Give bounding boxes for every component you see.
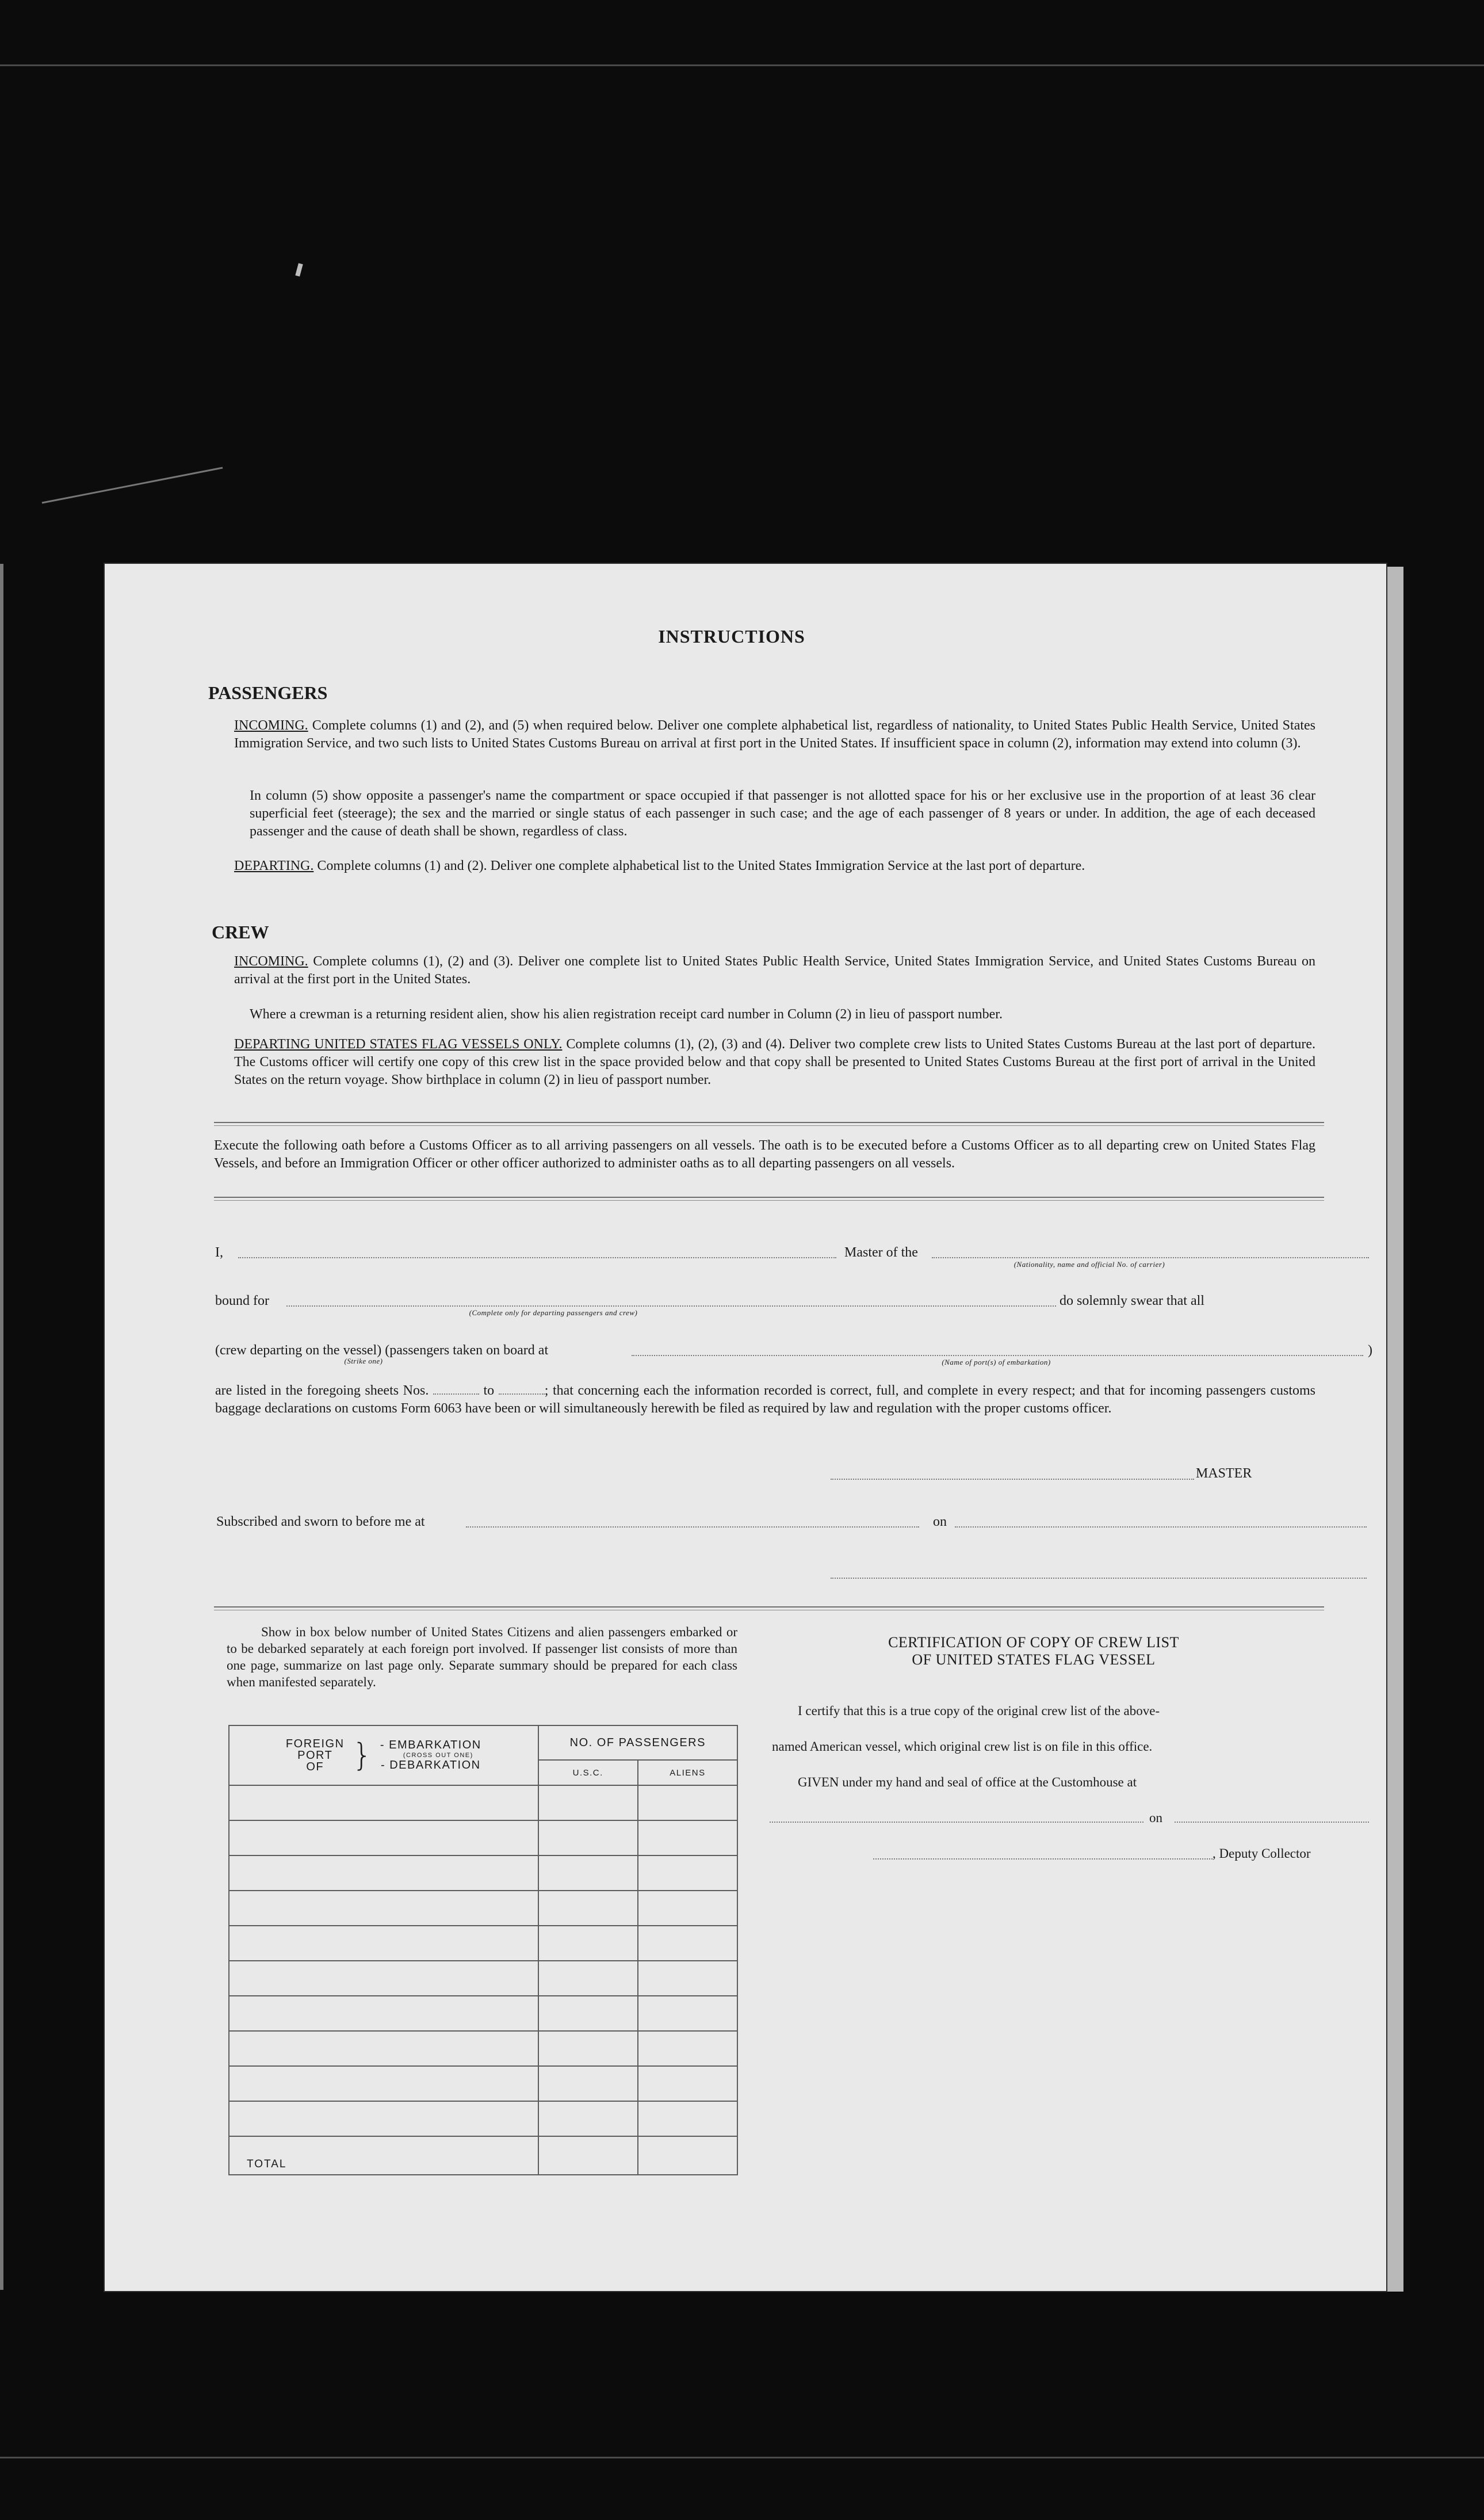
swear-label: do solemnly swear that all <box>1060 1293 1204 1308</box>
usc-cell[interactable] <box>538 1891 638 1926</box>
total-row <box>229 2136 737 2175</box>
section-divider <box>214 1122 1324 1123</box>
officer-signature-field[interactable] <box>831 1578 1367 1579</box>
port-cell[interactable] <box>229 1891 538 1926</box>
crew-departing-paragraph <box>234 1036 1315 1089</box>
port-cell[interactable] <box>229 1820 538 1855</box>
listed-to: to <box>483 1383 495 1398</box>
total-usc-cell[interactable] <box>538 2136 638 2175</box>
certification-title <box>766 1634 1301 1668</box>
cross-out-label: (CROSS OUT ONE) <box>403 1752 473 1759</box>
usc-cell[interactable] <box>538 1926 638 1961</box>
of-label: OF <box>306 1761 324 1773</box>
film-edge-line <box>0 2457 1484 2458</box>
master-of-label: Master of the <box>844 1245 918 1260</box>
table-row <box>229 1785 737 1820</box>
film-scratch <box>42 467 223 503</box>
listed-text-b: ; that concerning each the information recorded is correct, full, and complete in every respect; and that for incoming passengers customs baggage declarations on customs Form 6063 have been or will simultaneously herewith be filed as required by law and regulation with the proper customs officer. <box>215 1383 1316 1416</box>
usc-cell[interactable] <box>538 1820 638 1855</box>
crew-departing-lead: DEPARTING UNITED STATES FLAG VESSELS ONLY. <box>234 1037 563 1052</box>
sworn-date-field[interactable] <box>955 1526 1367 1528</box>
summary-intro: Show in box below number of United States Citizens and alien passengers embarked or to be debarked separately at each foreign port involved. If passenger list consists of more than one page, summarize on last page only. Separate summary should be prepared for each class when manifested separately. <box>227 1625 737 1689</box>
sworn-on-label: on <box>933 1514 947 1529</box>
master-signature-field[interactable] <box>831 1479 1194 1480</box>
port-cell[interactable] <box>229 1785 538 1820</box>
crew-departing-text: Complete columns (1), (2), (3) and (4). Deliver two complete crew lists to United States Customs Bureau at the last port of departure. The Customs officer will certify one copy of this crew list in the space provided below and that copy shall be presented to United States Customs Bureau at the first port of arrival in the United States on the return voyage. Show birthplace in column (2) in lieu of passport number. <box>234 1037 1315 1087</box>
brace-icon: } <box>352 1737 372 1773</box>
port-cell[interactable] <box>229 2101 538 2136</box>
port-cell[interactable] <box>229 1996 538 2031</box>
embarkation-port-field[interactable] <box>632 1355 1363 1356</box>
crew-incoming-paragraph <box>234 953 1315 988</box>
strike-caption: (Strike one) <box>344 1357 383 1365</box>
passengers-heading: PASSENGERS <box>208 682 328 703</box>
embarkation-label: - EMBARKATION <box>380 1739 481 1751</box>
aliens-cell[interactable] <box>638 1926 737 1961</box>
aliens-cell[interactable] <box>638 1785 737 1820</box>
subscribed-label: Subscribed and sworn to before me at <box>216 1514 425 1529</box>
usc-cell[interactable] <box>538 1855 638 1891</box>
no-passengers-header: NO. OF PASSENGERS <box>538 1725 737 1760</box>
sheet-from-field[interactable] <box>433 1393 479 1395</box>
page-title: INSTRUCTIONS <box>658 626 805 647</box>
section-divider <box>214 1200 1324 1201</box>
table-row <box>229 1855 737 1891</box>
passengers-column5-paragraph: In column (5) show opposite a passenger's name the compartment or space occupied if that passenger is not allotted space for his or her exclusive use in the proportion of at least 36 clear superficial feet (steerage); the sex and the married or single status of each passenger in such case; and the age of each passenger of 8 years or under. In addition, the age of each deceased passenger and the cause of death shall be shown, regardless of class. <box>250 788 1315 839</box>
crew-choice-label: (crew departing on the vessel) (passengers taken on board at <box>215 1343 549 1358</box>
table-row <box>229 1926 737 1961</box>
departing-text: Complete columns (1) and (2). Deliver one complete alphabetical list to the United States Immigration Service at the last port of departure. <box>317 858 1085 873</box>
usc-cell[interactable] <box>538 1996 638 2031</box>
aliens-cell[interactable] <box>638 2101 737 2136</box>
aliens-cell[interactable] <box>638 2031 737 2066</box>
total-label: TOTAL <box>229 2136 538 2175</box>
aliens-header: ALIENS <box>638 1760 737 1785</box>
certification-line-3: GIVEN under my hand and seal of office at the Customhouse at <box>798 1775 1137 1789</box>
table-row <box>229 2101 737 2136</box>
bound-for-field[interactable] <box>286 1305 1056 1307</box>
usc-cell[interactable] <box>538 1961 638 1996</box>
aliens-cell[interactable] <box>638 1855 737 1891</box>
crew-incoming-text: Complete columns (1), (2) and (3). Deliver one complete list to United States Public Health Service, United States Immigration Service, and United States Customs Bureau on arrival at the first port in the United States. <box>234 954 1316 987</box>
aliens-cell[interactable] <box>638 1820 737 1855</box>
certification-title-line-2: OF UNITED STATES FLAG VESSEL <box>912 1651 1156 1668</box>
debarkation-label: - DEBARKATION <box>381 1759 481 1771</box>
usc-header: U.S.C. <box>538 1760 638 1785</box>
section-divider <box>214 1606 1324 1608</box>
film-frame-edge <box>0 564 3 2290</box>
nationality-caption: (Nationality, name and official No. of carrier) <box>1013 1260 1165 1269</box>
certification-line-2: named American vessel, which original crew list is on file in this office. <box>772 1739 1153 1754</box>
certification-line-1: I certify that this is a true copy of the original crew list of the above- <box>798 1704 1160 1718</box>
port-cell[interactable] <box>229 2031 538 2066</box>
total-aliens-cell[interactable] <box>638 2136 737 2175</box>
port-header <box>229 1725 538 1785</box>
departing-lead: DEPARTING. <box>234 858 314 873</box>
deputy-signature-field[interactable] <box>873 1858 1213 1860</box>
port-cell[interactable] <box>229 1961 538 1996</box>
certification-date-field[interactable] <box>1175 1822 1369 1823</box>
usc-cell[interactable] <box>538 2031 638 2066</box>
port-label: PORT <box>297 1749 333 1762</box>
table-row <box>229 2066 737 2101</box>
passenger-summary-table <box>228 1725 738 2175</box>
carrier-field[interactable] <box>932 1257 1369 1258</box>
sheet-to-field[interactable] <box>499 1393 545 1395</box>
master-label: MASTER <box>1196 1466 1252 1481</box>
crew-incoming-lead: INCOMING. <box>234 954 308 969</box>
table-row <box>229 1891 737 1926</box>
passengers-departing-paragraph <box>234 857 1315 875</box>
table-row <box>229 2031 737 2066</box>
certification-on-label: on <box>1149 1811 1162 1825</box>
film-speck <box>295 263 303 276</box>
incoming-text: Complete columns (1) and (2), and (5) when required below. Deliver one complete alphabetical list, regardless of nationality, to United States Public Health Service, United States Immigration Service, and two such lists to United States Customs Bureau on arrival at first port in the United States. If insufficient space in column (2), information may extend into column (3). <box>234 718 1316 751</box>
incoming-lead: INCOMING. <box>234 718 308 733</box>
port-cell[interactable] <box>229 1926 538 1961</box>
port-cell[interactable] <box>229 1855 538 1891</box>
port-cell[interactable] <box>229 2066 538 2101</box>
oath-intro: Execute the following oath before a Customs Officer as to all arriving passengers on all vessels. The oath is to be executed before a Customs Officer as to all departing crew on United States Flag Vessels, and before an Immigration Officer or other officer authorized to administer oaths as to all departing passengers on all vessels. <box>214 1138 1315 1171</box>
bound-for-label: bound for <box>215 1293 269 1308</box>
master-name-field[interactable] <box>238 1257 836 1258</box>
close-paren: ) <box>1368 1343 1372 1358</box>
certification-title-line-1: CERTIFICATION OF COPY OF CREW LIST <box>888 1634 1179 1651</box>
usc-cell[interactable] <box>538 2101 638 2136</box>
sworn-place-field[interactable] <box>466 1526 919 1528</box>
table-row <box>229 1961 737 1996</box>
form-page <box>105 564 1386 2291</box>
usc-cell[interactable] <box>538 1785 638 1820</box>
crew-heading: CREW <box>212 922 269 942</box>
section-divider <box>214 1197 1324 1198</box>
table-row <box>229 1996 737 2031</box>
table-row <box>229 1820 737 1855</box>
aliens-cell[interactable] <box>638 1961 737 1996</box>
listed-text-a: are listed in the foregoing sheets Nos. <box>215 1383 429 1398</box>
ports-caption: (Name of port(s) of embarkation) <box>942 1358 1051 1366</box>
bound-caption: (Complete only for departing passengers and crew) <box>469 1308 638 1317</box>
section-divider <box>214 1125 1324 1126</box>
aliens-cell[interactable] <box>638 1996 737 2031</box>
crew-resident-paragraph: Where a crewman is a returning resident alien, show his alien registration receipt card number in Column (2) in lieu of passport number. <box>250 1007 1003 1022</box>
page-edge-shadow <box>1386 567 1403 2292</box>
listed-paragraph <box>215 1382 1315 1418</box>
customhouse-field[interactable] <box>770 1822 1143 1823</box>
usc-cell[interactable] <box>538 2066 638 2101</box>
oath-i-label: I, <box>215 1245 223 1260</box>
aliens-cell[interactable] <box>638 2066 737 2101</box>
aliens-cell[interactable] <box>638 1891 737 1926</box>
passengers-incoming-paragraph <box>234 717 1315 753</box>
foreign-label: FOREIGN <box>285 1738 345 1750</box>
deputy-collector-label: , Deputy Collector <box>1213 1846 1311 1861</box>
film-edge-line <box>0 64 1484 66</box>
